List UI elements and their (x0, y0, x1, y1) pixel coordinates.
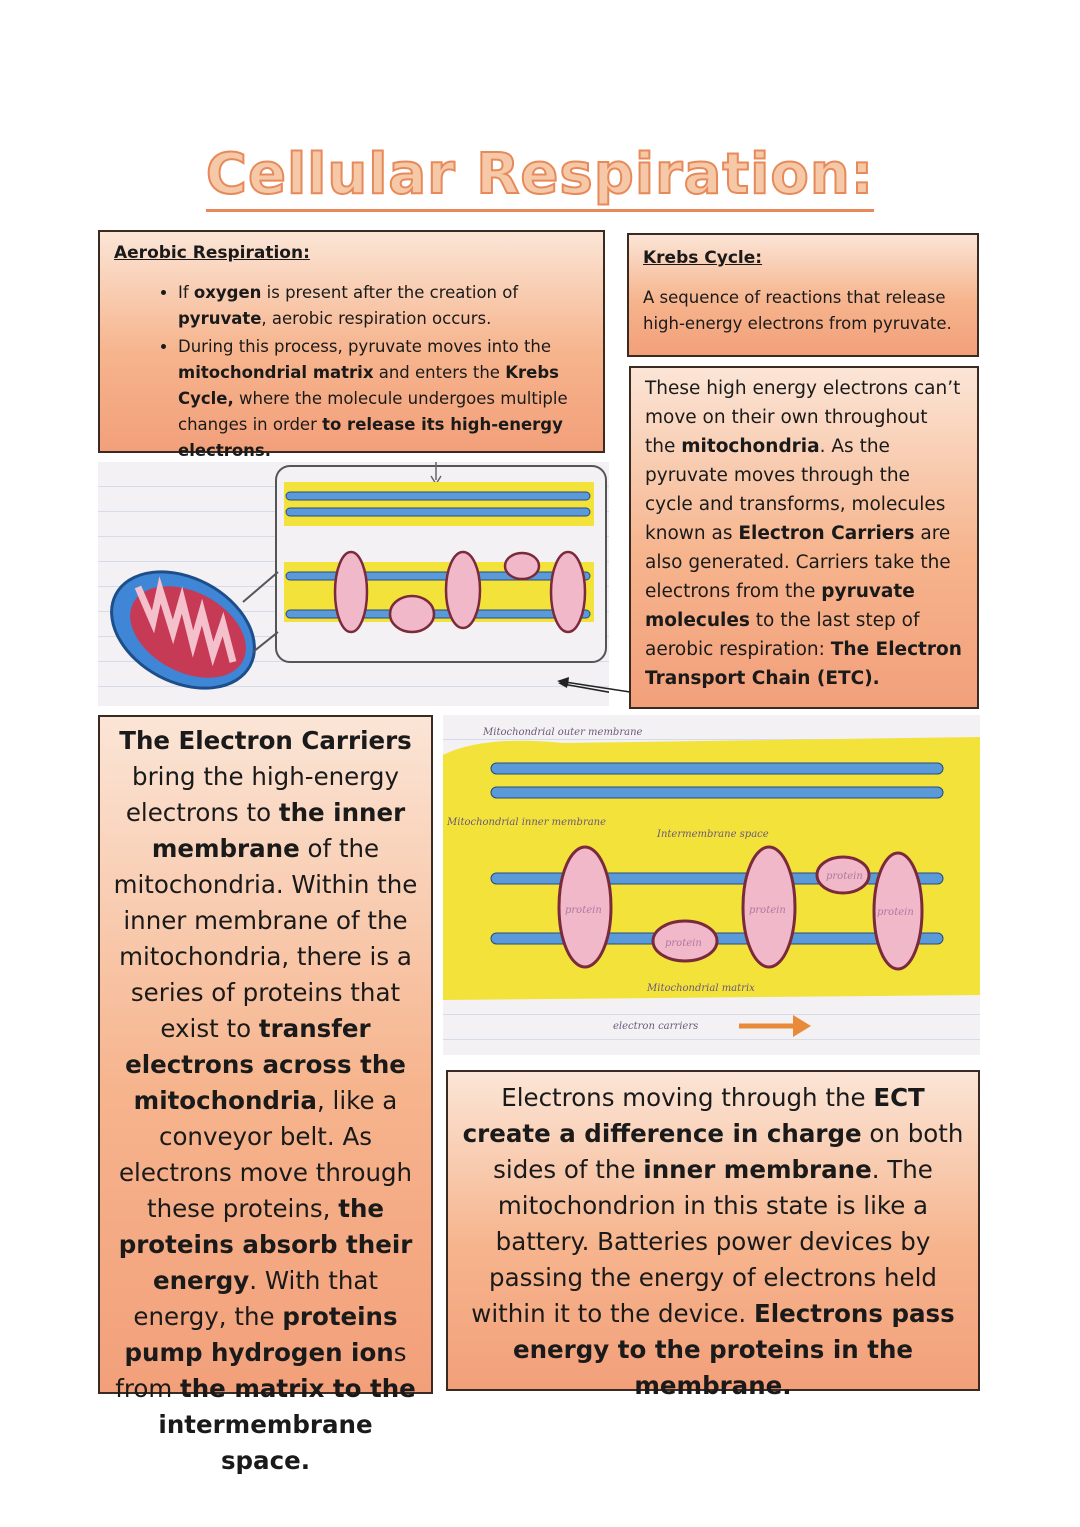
protein-label: protein (826, 871, 863, 882)
page-title: Cellular Respiration: (0, 142, 1080, 207)
connector-arrow (555, 670, 635, 710)
krebs-cycle-box (627, 233, 979, 357)
orange-arrow-icon (739, 1015, 811, 1037)
list-item: • During this process, pyruvate moves into the mitochondrial matrix and enters the Krebs Cycle, where the molecule undergoes multiple changes in order to release its high-energy electrons. (178, 334, 589, 464)
krebs-text: A sequence of reactions that release high-energy electrons from pyruvate. (643, 288, 952, 333)
list-item: • If oxygen is present after the creation of pyruvate, aerobic respiration occurs. (178, 280, 589, 332)
protein-label: protein (877, 907, 914, 918)
mitochondrion-icon (98, 548, 275, 706)
protein-label: protein (749, 905, 786, 916)
mitochondrion-diagram (98, 462, 609, 706)
aerobic-heading: Aerobic Respiration: (114, 243, 310, 263)
inner-membrane-label: Mitochondrial inner membrane (447, 817, 607, 828)
matrix-label: Mitochondrial matrix (647, 983, 755, 994)
protein-label: protein (665, 938, 702, 949)
membrane-illustration (443, 715, 980, 1055)
outer-membrane-label: Mitochondrial outer membrane (483, 727, 643, 738)
membrane-diagram (443, 715, 980, 1055)
aerobic-respiration-box (98, 230, 605, 460)
battery-analogy-box: Electrons moving through the ECT create a difference in charge on both sides of the inner membrane. The mitochondrion in this state is like a battery. Batteries power devices by passing the energy of electrons held within it to the device. Electrons pass energy to the proteins in the membrane. (446, 1070, 980, 1391)
etc-box: The Electron Carriers bring the high-energy electrons to the inner membrane of the mitochondria. Within the inner membrane of the mitochondria, there is a series of proteins that exist to transfer electrons across the mitochondria, like a conveyor belt. As electrons move through these proteins, the proteins absorb their energy. With that energy, the proteins pump hydrogen ions from the matrix to the intermembrane space. (98, 715, 433, 1394)
aerobic-list (114, 280, 589, 464)
mitochondrion-illustration (98, 462, 609, 706)
intermembrane-label: Intermembrane space (657, 829, 769, 840)
electron-carriers-box: These high energy electrons can’t move on their own throughout the mitochondria. As the pyruvate moves through the cycle and transforms, molecules known as Electron Carriers are also generated. Carriers take the electrons from the pyruvate molecules to the last step of aerobic respiration: The Electron Transport Chain (ETC). (629, 366, 979, 709)
protein-label: protein (565, 905, 602, 916)
krebs-heading: Krebs Cycle: (643, 248, 763, 268)
carriers-label: electron carriers (613, 1021, 699, 1032)
